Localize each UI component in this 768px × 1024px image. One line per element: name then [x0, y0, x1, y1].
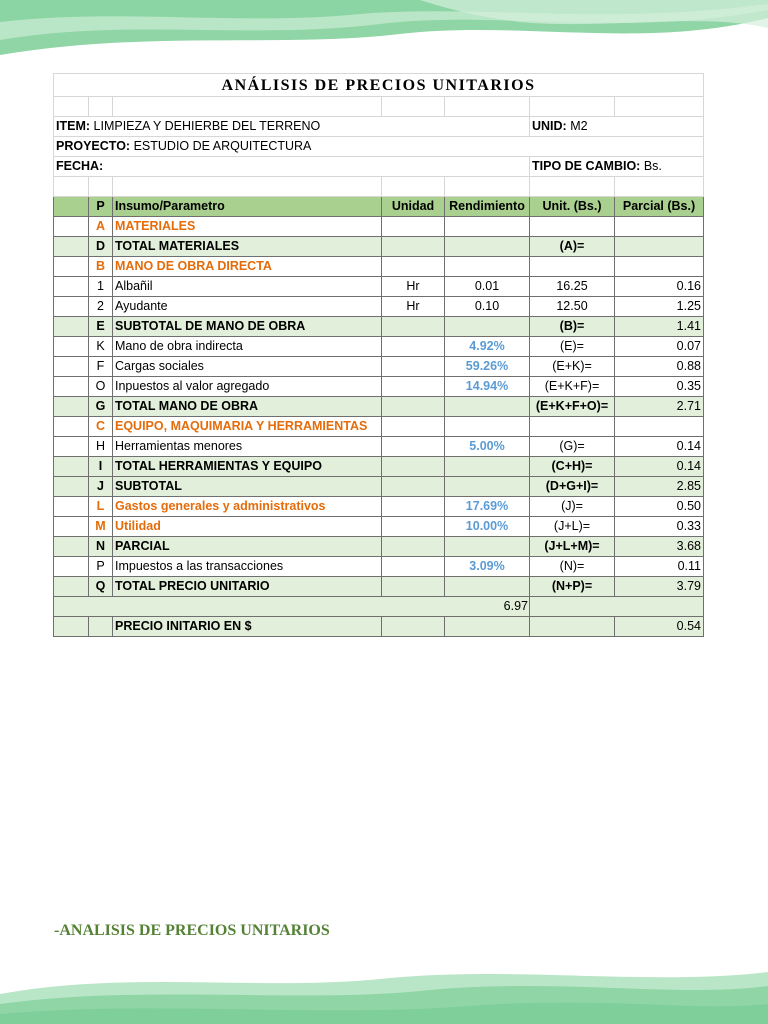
row-unit: (J+L)= [530, 517, 615, 537]
row-unit: 12.50 [530, 297, 615, 317]
item-row [54, 117, 704, 137]
usd-blank-1 [54, 617, 89, 637]
usd-price-label: PRECIO INITARIO EN $ [113, 617, 382, 637]
row-unit [530, 417, 615, 437]
row-code: P [89, 557, 113, 577]
proyecto-row [54, 137, 704, 157]
table-row [54, 217, 704, 237]
row-unit [530, 217, 615, 237]
row-unidad [382, 497, 445, 517]
row-blank [54, 577, 89, 597]
row-description: SUBTOTAL [113, 477, 382, 497]
row-parcial: 0.16 [615, 277, 704, 297]
row-unit: (D+G+I)= [530, 477, 615, 497]
row-code: G [89, 397, 113, 417]
fecha-label: FECHA: [56, 159, 104, 173]
row-code: M [89, 517, 113, 537]
tipo-cambio-label: TIPO DE CAMBIO: [532, 159, 641, 173]
row-rendimiento: 5.00% [445, 437, 530, 457]
tipo-cambio-value: Bs. [643, 159, 662, 173]
row-blank [54, 537, 89, 557]
row-rendimiento: 0.10 [445, 297, 530, 317]
row-unidad [382, 237, 445, 257]
row-unidad [382, 517, 445, 537]
header-rendimiento: Rendimiento [445, 197, 530, 217]
row-blank [54, 377, 89, 397]
table-row [54, 317, 704, 337]
row-unit: (N)= [530, 557, 615, 577]
unid-label: UNID: [532, 119, 567, 133]
row-unidad [382, 317, 445, 337]
row-parcial: 2.71 [615, 397, 704, 417]
row-unit: (C+H)= [530, 457, 615, 477]
row-code: L [89, 497, 113, 517]
row-parcial: 2.85 [615, 477, 704, 497]
row-description: TOTAL MANO DE OBRA [113, 397, 382, 417]
row-blank [54, 397, 89, 417]
table-row [54, 377, 704, 397]
row-blank [54, 417, 89, 437]
header-insumo: Insumo/Parametro [113, 197, 382, 217]
row-blank [54, 497, 89, 517]
header-p: P [89, 197, 113, 217]
row-rendimiento [445, 397, 530, 417]
row-blank [54, 217, 89, 237]
row-rendimiento [445, 237, 530, 257]
row-unidad [382, 217, 445, 237]
row-parcial: 0.11 [615, 557, 704, 577]
row-blank [54, 257, 89, 277]
row-unit: (J)= [530, 497, 615, 517]
proyecto-label: PROYECTO: [56, 139, 131, 153]
row-parcial: 0.33 [615, 517, 704, 537]
apu-sheet [53, 73, 703, 637]
row-code: Q [89, 577, 113, 597]
row-code: 1 [89, 277, 113, 297]
row-description: Utilidad [113, 517, 382, 537]
usd-blank-2 [89, 617, 113, 637]
row-blank [54, 517, 89, 537]
table-header [54, 197, 704, 217]
fecha-row [54, 157, 704, 177]
row-rendimiento [445, 457, 530, 477]
row-code: D [89, 237, 113, 257]
top-wave-decoration [0, 0, 768, 70]
row-description: Cargas sociales [113, 357, 382, 377]
row-unit: (B)= [530, 317, 615, 337]
row-blank [54, 277, 89, 297]
row-parcial: 0.35 [615, 377, 704, 397]
row-rendimiento [445, 417, 530, 437]
row-unidad [382, 437, 445, 457]
table-row [54, 357, 704, 377]
header-unidad: Unidad [382, 197, 445, 217]
row-blank [54, 477, 89, 497]
row-unidad [382, 337, 445, 357]
apu-table [53, 73, 704, 637]
table-row [54, 277, 704, 297]
unid-value: M2 [570, 119, 588, 133]
table-row [54, 477, 704, 497]
blank-row [54, 177, 704, 197]
table-row [54, 337, 704, 357]
item-value: LIMPIEZA Y DEHIERBE DEL TERRENO [93, 119, 321, 133]
proyecto-value: ESTUDIO DE ARQUITECTURA [133, 139, 312, 153]
row-parcial [615, 237, 704, 257]
usd-price-row [54, 617, 704, 637]
row-blank [54, 237, 89, 257]
row-parcial: 0.88 [615, 357, 704, 377]
row-unidad [382, 537, 445, 557]
row-description: Albañil [113, 277, 382, 297]
row-code: N [89, 537, 113, 557]
row-rendimiento [445, 537, 530, 557]
row-rendimiento: 59.26% [445, 357, 530, 377]
blank-row [54, 97, 704, 117]
row-description: PARCIAL [113, 537, 382, 557]
row-code: K [89, 337, 113, 357]
row-code: A [89, 217, 113, 237]
row-unit [530, 257, 615, 277]
row-unit: (G)= [530, 437, 615, 457]
row-parcial: 0.50 [615, 497, 704, 517]
header-unit: Unit. (Bs.) [530, 197, 615, 217]
row-unit: (E+K)= [530, 357, 615, 377]
usd-blank-4 [445, 617, 530, 637]
row-description: SUBTOTAL DE MANO DE OBRA [113, 317, 382, 337]
row-rendimiento: 0.01 [445, 277, 530, 297]
usd-blank-3 [382, 617, 445, 637]
row-code: H [89, 437, 113, 457]
row-rendimiento [445, 477, 530, 497]
row-rendimiento [445, 577, 530, 597]
row-rendimiento: 17.69% [445, 497, 530, 517]
table-row [54, 457, 704, 477]
header-parcial: Parcial (Bs.) [615, 197, 704, 217]
item-label: ITEM: [56, 119, 91, 133]
row-rendimiento: 14.94% [445, 377, 530, 397]
row-unidad [382, 397, 445, 417]
table-row [54, 437, 704, 457]
row-parcial: 0.07 [615, 337, 704, 357]
row-unit: 16.25 [530, 277, 615, 297]
row-code: 2 [89, 297, 113, 317]
usd-blank-5 [530, 617, 615, 637]
row-unidad [382, 557, 445, 577]
row-unit: (A)= [530, 237, 615, 257]
row-rendimiento [445, 217, 530, 237]
row-description: Gastos generales y administrativos [113, 497, 382, 517]
row-unit: (E+K+F)= [530, 377, 615, 397]
row-unidad [382, 257, 445, 277]
row-description: MATERIALES [113, 217, 382, 237]
row-description: Impuestos a las transacciones [113, 557, 382, 577]
row-description: Mano de obra indirecta [113, 337, 382, 357]
table-row [54, 297, 704, 317]
row-unidad [382, 457, 445, 477]
row-blank [54, 337, 89, 357]
table-row [54, 577, 704, 597]
row-rendimiento [445, 317, 530, 337]
row-unidad [382, 377, 445, 397]
exchange-rate-value: 6.97 [54, 597, 530, 617]
row-blank [54, 437, 89, 457]
row-blank [54, 557, 89, 577]
row-description: TOTAL MATERIALES [113, 237, 382, 257]
row-unit: (E+K+F+O)= [530, 397, 615, 417]
row-parcial [615, 257, 704, 277]
row-code: B [89, 257, 113, 277]
usd-price-value: 0.54 [615, 617, 704, 637]
row-rendimiento: 3.09% [445, 557, 530, 577]
row-parcial: 0.14 [615, 437, 704, 457]
row-description: Herramientas menores [113, 437, 382, 457]
table-row [54, 257, 704, 277]
row-parcial: 3.68 [615, 537, 704, 557]
row-parcial [615, 417, 704, 437]
exchange-rate-row [54, 597, 704, 617]
row-rendimiento [445, 257, 530, 277]
row-description: MANO DE OBRA DIRECTA [113, 257, 382, 277]
table-row [54, 417, 704, 437]
row-description: Inpuestos al valor agregado [113, 377, 382, 397]
row-unidad [382, 577, 445, 597]
bottom-wave-decoration [0, 964, 768, 1024]
row-blank [54, 297, 89, 317]
row-blank [54, 357, 89, 377]
row-rendimiento: 10.00% [445, 517, 530, 537]
row-code: E [89, 317, 113, 337]
row-parcial: 3.79 [615, 577, 704, 597]
row-parcial: 1.41 [615, 317, 704, 337]
row-unit: (E)= [530, 337, 615, 357]
row-code: F [89, 357, 113, 377]
row-rendimiento: 4.92% [445, 337, 530, 357]
row-code: C [89, 417, 113, 437]
row-unidad [382, 477, 445, 497]
table-row [54, 237, 704, 257]
page-title: ANÁLISIS DE PRECIOS UNITARIOS [54, 74, 704, 97]
table-row [54, 397, 704, 417]
footer-title: -ANALISIS DE PRECIOS UNITARIOS [54, 922, 330, 939]
row-description: TOTAL PRECIO UNITARIO [113, 577, 382, 597]
row-description: EQUIPO, MAQUIMARIA Y HERRAMIENTAS [113, 417, 382, 437]
row-unidad: Hr [382, 277, 445, 297]
row-code: O [89, 377, 113, 397]
row-description: TOTAL HERRAMIENTAS Y EQUIPO [113, 457, 382, 477]
row-blank [54, 317, 89, 337]
row-unit: (J+L+M)= [530, 537, 615, 557]
table-row [54, 537, 704, 557]
row-parcial [615, 217, 704, 237]
exchange-rate-blank [530, 597, 704, 617]
row-unidad [382, 357, 445, 377]
table-row [54, 497, 704, 517]
row-unit: (N+P)= [530, 577, 615, 597]
row-unidad: Hr [382, 297, 445, 317]
row-blank [54, 457, 89, 477]
row-unidad [382, 417, 445, 437]
row-code: I [89, 457, 113, 477]
row-parcial: 1.25 [615, 297, 704, 317]
row-description: Ayudante [113, 297, 382, 317]
row-code: J [89, 477, 113, 497]
row-parcial: 0.14 [615, 457, 704, 477]
table-row [54, 557, 704, 577]
table-row [54, 517, 704, 537]
